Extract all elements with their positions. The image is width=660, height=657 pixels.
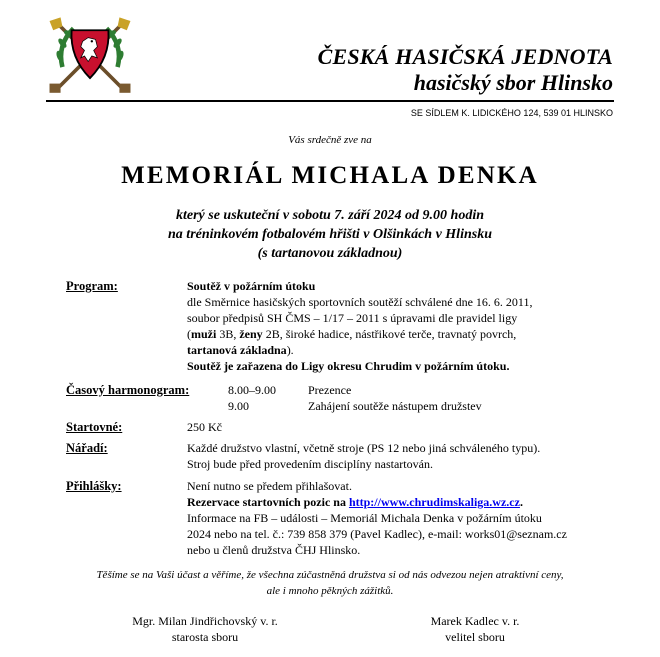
- schedule-desc: Zahájení soutěže nástupem družstev: [308, 399, 482, 413]
- text-span: ženy: [239, 327, 263, 341]
- program-heading: Soutěž v požárním útoku: [187, 279, 316, 293]
- event-subtitle-line: (s tartanovou základnou): [257, 246, 403, 261]
- address: SE SÍDLEM K. LIDICKÉHO 124, 539 01 HLINSKO: [410, 108, 613, 118]
- registration-line: [187, 495, 523, 510]
- text-span: muži: [191, 327, 217, 341]
- registration-line: Informace na FB – události – Memoriál Michala Denka v požárním útoku: [187, 511, 542, 525]
- text-span: ).: [286, 343, 294, 357]
- invite-text: Vás srdečně zve na: [288, 134, 372, 146]
- signature-role: starosta sboru: [171, 630, 239, 644]
- program-line: dle Směrnice hasičských sportovních soutěží schválené dne 16. 6. 2011,: [187, 295, 533, 309]
- league-website-link[interactable]: http://www.chrudimskaliga.wz.cz: [348, 495, 520, 509]
- signature-role: velitel sboru: [445, 630, 505, 644]
- schedule-label: Časový harmonogram:: [66, 383, 190, 397]
- schedule-time: 9.00: [228, 399, 249, 413]
- tools-line: Každé družstvo vlastní, včetně stroje (PS 12 nebo jiná schváleného typu).: [187, 441, 541, 455]
- text-span: tartanová základna: [187, 343, 287, 357]
- fire-brigade-emblem-icon: [44, 10, 136, 102]
- program-line: soubor předpisů SH ČMS – 1/17 – 2011 s úpravami dle pravidel ligy: [187, 311, 518, 325]
- registration-line: 2024 nebo na tel. č.: 739 858 379 (Pavel Kadlec), e-mail: works01@seznam.cz: [187, 527, 567, 541]
- event-title: MEMORIÁL MICHALA DENKA: [121, 162, 539, 189]
- closing-text: Těšíme se na Vaši účast a věříme, že všechna zúčastněná družstva si od nás odvezou nejen atraktivní ceny,: [96, 569, 564, 581]
- program-label: Program:: [66, 279, 118, 293]
- header-divider: [46, 100, 614, 102]
- schedule-desc: Prezence: [308, 383, 352, 397]
- registration-label: Přihlášky:: [66, 479, 122, 493]
- org-unit: hasičský sbor Hlinsko: [413, 70, 613, 95]
- signature-name: Marek Kadlec v. r.: [430, 614, 520, 628]
- event-subtitle-line: který se uskuteční v sobotu 7. září 2024 od 9.00 hodin: [175, 208, 485, 223]
- closing-text: ale i mnoho pěkných zážitků.: [266, 585, 394, 597]
- text-span: 3B,: [216, 327, 240, 341]
- program-line: [187, 343, 294, 358]
- event-subtitle-line: na tréninkovém fotbalovém hřišti v Olšinkách v Hlinsku: [168, 227, 492, 242]
- org-name: ČESKÁ HASIČSKÁ JEDNOTA: [317, 44, 613, 69]
- text-span: .: [519, 495, 523, 509]
- text-span: 2B, široké hadice, nástřikové terče, travnatý povrch,: [262, 327, 517, 341]
- fee-label: Startovné:: [66, 420, 123, 434]
- program-line: [187, 327, 516, 342]
- signature-name: Mgr. Milan Jindřichovský v. r.: [132, 614, 278, 628]
- text-span: Rezervace startovních pozic na: [187, 495, 349, 509]
- registration-line: nebo u členů družstva ČHJ Hlinsko.: [187, 543, 361, 557]
- schedule-time: 8.00–9.00: [228, 383, 276, 397]
- fee-value: 250 Kč: [187, 420, 222, 434]
- tools-line: Stroj bude před provedením disciplíny nastartován.: [187, 457, 433, 471]
- text-span: (: [187, 327, 191, 341]
- tools-label: Nářadí:: [66, 441, 108, 455]
- registration-line: Není nutno se předem přihlašovat.: [187, 479, 352, 493]
- program-league-note: Soutěž je zařazena do Ligy okresu Chrudim v požárním útoku.: [187, 359, 510, 373]
